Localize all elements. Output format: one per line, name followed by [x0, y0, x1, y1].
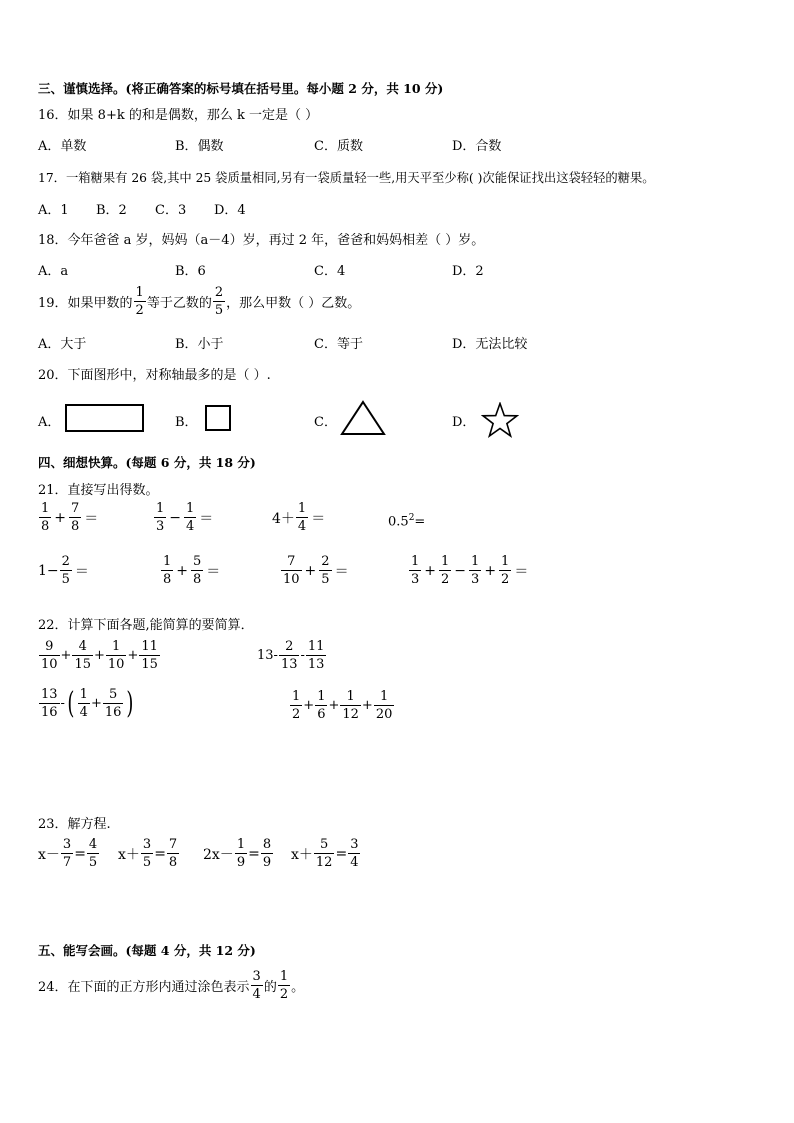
star-shape — [481, 402, 519, 438]
fraction: $\frac{5}{12}$ — [315, 837, 333, 870]
q18-option-a[interactable]: A．a — [38, 264, 69, 279]
fraction: $\frac{2}{5}$ — [61, 554, 70, 587]
q16-option-d[interactable]: D．合数 — [452, 139, 502, 154]
q16-option-c[interactable]: C．质数 — [314, 139, 363, 154]
fraction: $\frac{1}{6}$ — [317, 689, 326, 722]
fraction: $\frac{2}{13}$ — [280, 639, 298, 672]
q21-expression-3: 4＋ $\frac{1}{4}$ ＝ — [272, 501, 326, 534]
section-5-title: 五、能写会画。(每题 4 分，共 12 分) — [38, 943, 256, 958]
q21-expression-2: $\frac{1}{3}$ − $\frac{1}{4}$ ＝ — [156, 501, 214, 534]
q24-text-1: 24．在下面的正方形内通过涂色表示 — [38, 980, 250, 995]
q22-expression-2: 13- $\frac{2}{13}$ - $\frac{11}{13}$ — [257, 639, 325, 672]
question-23: 23．解方程. — [38, 817, 111, 832]
q19-fraction-2: $\frac{2}{5}$ — [214, 285, 224, 318]
fraction: $\frac{7}{8}$ — [168, 837, 178, 870]
fraction: $\frac{5}{16}$ — [104, 687, 122, 720]
q21-expression-4: $0.5^2=$ — [388, 513, 426, 530]
fraction: $\frac{1}{3}$ — [471, 554, 480, 587]
q16-option-b[interactable]: B．偶数 — [175, 139, 224, 154]
fraction: $\frac{5}{8}$ — [193, 554, 202, 587]
square-shape — [205, 405, 231, 431]
q24-text-2: 的 — [263, 980, 277, 995]
q17-option-b[interactable]: B．2 — [96, 203, 127, 218]
q23-equation-1: x－ $\frac{3}{7}$ = $\frac{4}{5}$ — [38, 837, 98, 870]
fraction: $\frac{1}{3}$ — [411, 554, 420, 587]
triangle-shape — [340, 400, 386, 436]
question-22: 22．计算下面各题,能简算的要简算． — [38, 618, 254, 633]
q19-text-1: 19．如果甲数的 — [38, 296, 133, 311]
q20-option-d[interactable]: D． — [452, 415, 476, 430]
question-17: 17．一箱糖果有 26 袋,其中 25 袋质量相同,另有一袋质量轻一些,用天平至少称( )次能保证找出这袋轻轻的糖果。 — [38, 171, 655, 185]
fraction: $\frac{1}{3}$ — [156, 501, 165, 534]
q23-equation-4: x＋ $\frac{5}{12}$ = $\frac{3}{4}$ — [291, 837, 359, 870]
fraction: $\frac{3}{4}$ — [350, 837, 359, 870]
q17-option-d[interactable]: D．4 — [214, 203, 246, 218]
q21-expression-5: 1− $\frac{2}{5}$ ＝ — [38, 554, 89, 587]
fraction: $\frac{4}{15}$ — [74, 639, 91, 672]
q19-fraction-1: $\frac{1}{2}$ — [135, 285, 144, 318]
fraction: $\frac{7}{10}$ — [283, 554, 300, 587]
fraction: $\frac{4}{5}$ — [88, 837, 98, 870]
fraction: $\frac{1}{8}$ — [41, 501, 50, 534]
fraction: $\frac{1}{20}$ — [375, 689, 393, 722]
fraction: $\frac{1}{8}$ — [163, 554, 172, 587]
fraction: $\frac{1}{4}$ — [186, 501, 195, 534]
fraction: $\frac{1}{2}$ — [501, 554, 510, 587]
fraction: $\frac{1}{9}$ — [236, 837, 246, 870]
fraction: $\frac{3}{5}$ — [142, 837, 152, 870]
fraction: $\frac{13}{16}$ — [41, 687, 58, 720]
fraction: $\frac{1}{4}$ — [79, 687, 88, 720]
fraction: $\frac{2}{5}$ — [321, 554, 330, 587]
fraction: $\frac{7}{8}$ — [71, 501, 80, 534]
question-16: 16．如果 8+k 的和是偶数，那么 k 一定是（ ） — [38, 108, 319, 123]
q17-option-c[interactable]: C．3 — [155, 203, 187, 218]
q21-expression-7: $\frac{7}{10}$ + $\frac{2}{5}$ ＝ — [283, 554, 349, 587]
q23-equation-3: 2x－ $\frac{1}{9}$ = $\frac{8}{9}$ — [203, 837, 272, 870]
fraction: $\frac{11}{15}$ — [141, 639, 158, 672]
fraction: $\frac{3}{7}$ — [62, 837, 72, 870]
q19-text-3: ，那么甲数（ ）乙数。 — [226, 296, 361, 311]
q18-option-b[interactable]: B．6 — [175, 264, 206, 279]
q21-expression-6: $\frac{1}{8}$ + $\frac{5}{8}$ ＝ — [163, 554, 221, 587]
question-20: 20．下面图形中，对称轴最多的是（ ）. — [38, 368, 271, 383]
section-4-title: 四、细想快算。(每题 6 分，共 18 分) — [38, 455, 256, 470]
fraction: $\frac{1}{4}$ — [297, 501, 307, 534]
q19-text-2: 等于乙数的 — [146, 296, 212, 311]
q22-expression-3: $\frac{13}{16}$ - ( $\frac{1}{4}$ + $\frac{5}{16}$ ) — [41, 685, 134, 721]
q23-equation-2: x＋ $\frac{3}{5}$ = $\frac{7}{8}$ — [118, 837, 178, 870]
q24-fraction-2: $\frac{1}{2}$ — [279, 969, 289, 1002]
fraction: $\frac{1}{2}$ — [441, 554, 450, 587]
q19-option-c[interactable]: C．等于 — [314, 337, 363, 352]
q18-option-d[interactable]: D．2 — [452, 264, 484, 279]
q24-text-3: 。 — [291, 980, 305, 995]
q19-option-b[interactable]: B．小于 — [175, 337, 224, 352]
fraction: $\frac{1}{12}$ — [342, 689, 359, 722]
fraction: $\frac{1}{2}$ — [292, 689, 301, 722]
fraction: $\frac{9}{10}$ — [41, 639, 58, 672]
rectangle-shape — [65, 404, 144, 432]
q17-option-a[interactable]: A．1 — [38, 203, 69, 218]
q24-fraction-1: $\frac{3}{4}$ — [252, 969, 261, 1002]
q20-option-b[interactable]: B． — [175, 415, 198, 430]
q20-option-c[interactable]: C． — [314, 415, 337, 430]
question-21: 21．直接写出得数。 — [38, 483, 159, 498]
q18-option-c[interactable]: C．4 — [314, 264, 346, 279]
question-19 — [38, 286, 360, 317]
q21-expression-8: $\frac{1}{3}$ + $\frac{1}{2}$ − $\frac{1}{3}$ + $\frac{1}{2}$ ＝ — [411, 554, 529, 587]
question-24 — [38, 970, 304, 1001]
question-18: 18．今年爸爸 a 岁，妈妈（a－4）岁，再过 2 年，爸爸和妈妈相差（ ）岁。 — [38, 233, 485, 248]
q16-option-a[interactable]: A．单数 — [38, 139, 87, 154]
fraction: $\frac{8}{9}$ — [262, 837, 272, 870]
q22-expression-4: $\frac{1}{2}$ + $\frac{1}{6}$ + $\frac{1}{12}$ + $\frac{1}{20}$ — [292, 689, 393, 722]
q21-expression-1: $\frac{1}{8}$ + $\frac{7}{8}$ ＝ — [41, 501, 99, 534]
q19-option-d[interactable]: D．无法比较 — [452, 337, 528, 352]
section-3-title: 三、谨慎选择。(将正确答案的标号填在括号里。每小题 2 分，共 10 分) — [38, 81, 444, 96]
q22-expression-1: $\frac{9}{10}$ + $\frac{4}{15}$ + $\frac{1}{10}$ + $\frac{11}{15}$ — [41, 639, 158, 672]
fraction: $\frac{11}{13}$ — [307, 639, 325, 672]
q20-option-a[interactable]: A． — [38, 415, 61, 430]
fraction: $\frac{1}{10}$ — [107, 639, 125, 672]
q19-option-a[interactable]: A．大于 — [38, 337, 87, 352]
